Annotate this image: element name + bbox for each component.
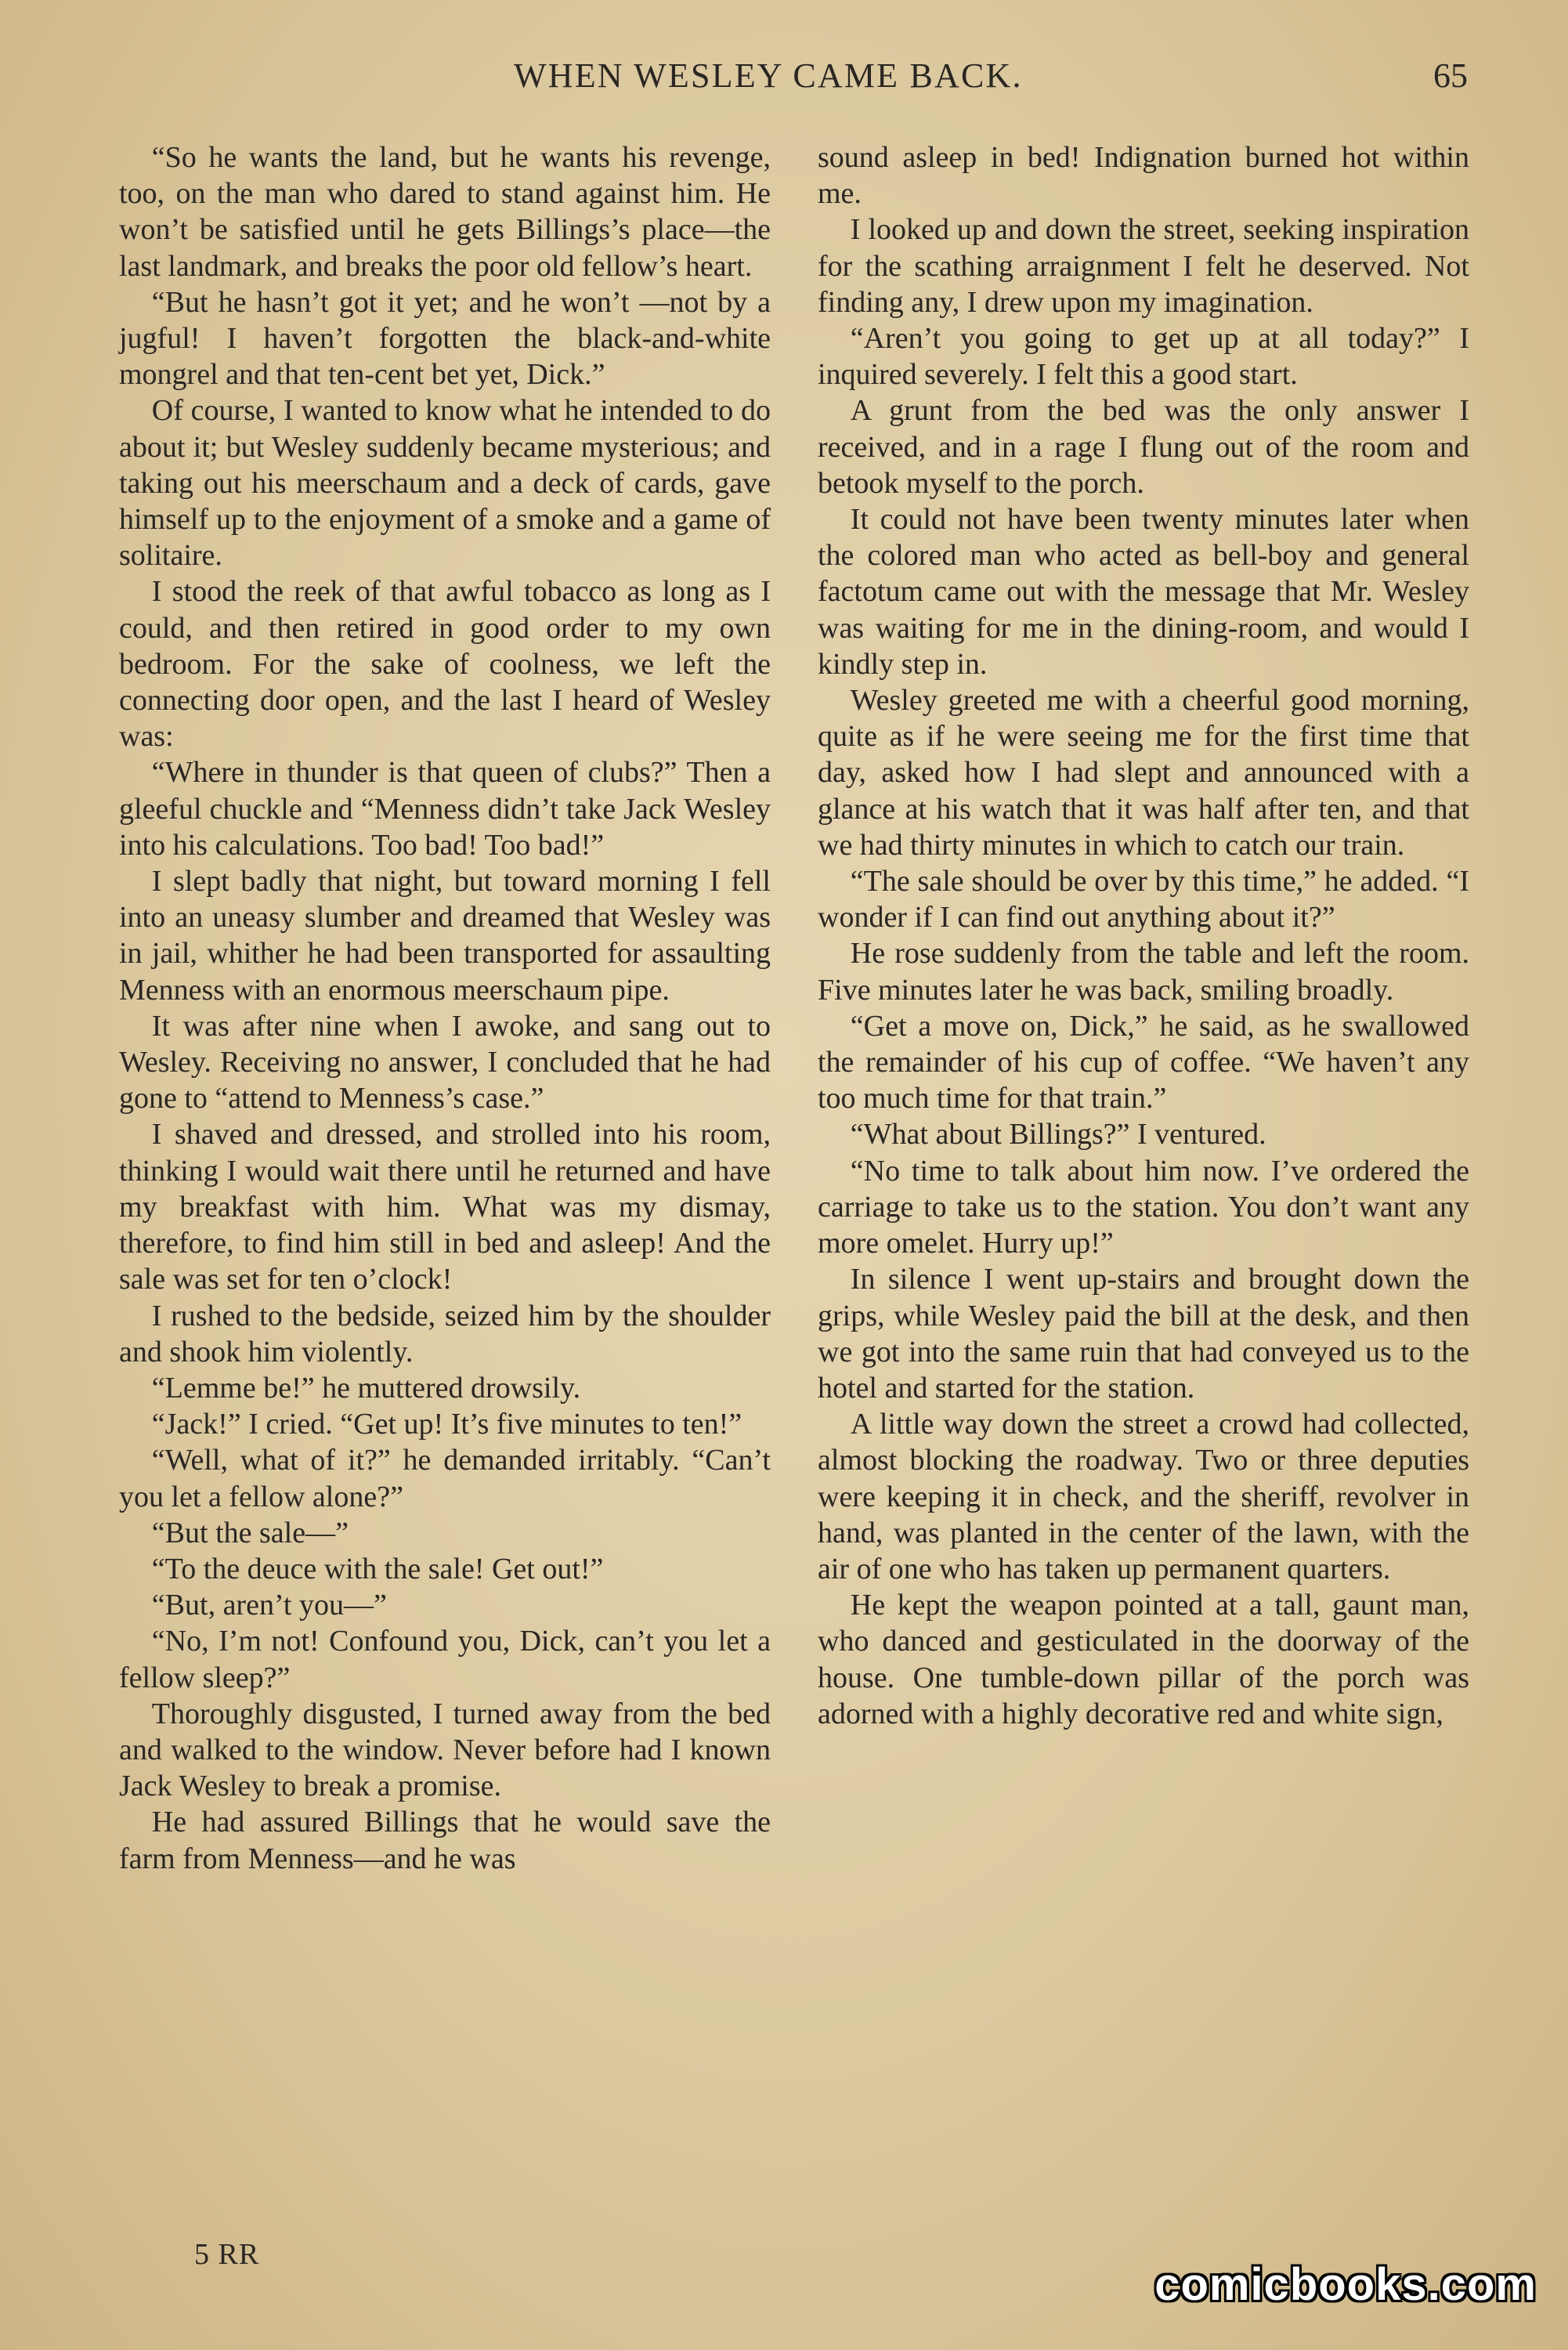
paragraph-continuation: sound asleep in bed! Indignation burned hot within me. — [818, 141, 1469, 211]
paragraph: He rose suddenly from the table and left the room. Five minutes later he was back, smiling broadly. — [818, 937, 1469, 1007]
page-number: 65 — [1433, 56, 1468, 95]
paragraph: “To the deuce with the sale! Get out!” — [151, 1552, 604, 1585]
page-header — [0, 49, 1568, 103]
paragraph: A grunt from the bed was the only answer I received, and in a rage I flung out of the room and betook myself to the porch. — [818, 394, 1469, 500]
running-head: WHEN WESLEY CAME BACK. — [514, 56, 1023, 95]
paragraph: Thoroughly disgusted, I turned away from the bed and walked to the window. Never before had I known Jack Wesley to break a promise. — [119, 1697, 771, 1803]
signature-mark: 5 RR — [194, 2238, 260, 2271]
paragraph: Of course, I wanted to know what he intended to do about it; but Wesley suddenly became mysterious; and taking out his meerschaum and a deck of cards, gave himself up to the enjoyment of a smoke and a game of solitaire. — [119, 394, 771, 573]
site-watermark: comicbooks.com — [1154, 2259, 1537, 2310]
paragraph: “No time to talk about him now. I’ve ordered the carriage to take us to the station. You don’t want any more omelet. Hurry up!” — [818, 1154, 1469, 1260]
paragraph: He had assured Billings that he would save the farm from Menness—and he was — [119, 1806, 771, 1875]
paragraph: In silence I went up-stairs and brought down the grips, while Wesley paid the bill at the desk, and then we got into the same ruin that had conveyed us to the hotel and started for the station. — [818, 1263, 1469, 1405]
paragraph: I slept badly that night, but toward morning I fell into an uneasy slumber and dreamed that Wesley was in jail, whither he had been transported for assaulting Menness with an enormous meerschaum pipe. — [119, 865, 771, 1007]
paragraph: “Aren’t you going to get up at all today?” I inquired severely. I felt this a good start. — [818, 322, 1469, 392]
paragraph: “But he hasn’t got it yet; and he won’t —not by a jugful! I haven’t forgotten the black-and-white mongrel and that ten-cent bet yet, Dick.” — [119, 285, 771, 392]
paragraph: He kept the weapon pointed at a tall, gaunt man, who danced and gesticulated in the doorway of the house. One tumble-down pillar of the porch was adorned with a highly decorative red and white sign, — [818, 1589, 1469, 1730]
paragraph: “The sale should be over by this time,” he added. “I wonder if I can find out anything about it?” — [818, 865, 1469, 935]
paragraph: “So he wants the land, but he wants his revenge, too, on the man who dared to stand against him. He won’t be satisfied until he gets Billings’s place—the last landmark, and breaks the poor old fellow’s heart. — [119, 141, 771, 283]
paragraph: “Where in thunder is that queen of clubs?” Then a gleeful chuckle and “Menness didn’t take Jack Wesley into his calculations. Too bad! Too bad!” — [119, 756, 771, 862]
paragraph: I shaved and dressed, and strolled into his room, thinking I would wait there until he returned and have my breakfast with him. What was my dismay, therefore, to find him still in bed and asleep! And the sale was set for ten o’clock! — [119, 1118, 771, 1296]
right-column — [818, 139, 1469, 1732]
paragraph: “Get a move on, Dick,” he said, as he swallowed the remainder of his cup of coffee. “We haven’t any too much time for that train.” — [818, 1009, 1469, 1115]
paragraph: “But the sale—” — [151, 1516, 349, 1549]
paragraph: It was after nine when I awoke, and sang out to Wesley. Receiving no answer, I concluded that he had gone to “attend to Menness’s case.” — [119, 1009, 771, 1115]
paragraph: “But, aren’t you—” — [151, 1589, 387, 1622]
paragraph: Wesley greeted me with a cheerful good morning, quite as if he were seeing me for the first time that day, asked how I had slept and announced with a glance at his watch that it was half after ten, and that we had thirty minutes in which to catch our train. — [818, 684, 1469, 862]
paragraph: “Well, what of it?” he demanded irritably. “Can’t you let a fellow alone?” — [119, 1444, 771, 1513]
paragraph: “Lemme be!” he muttered drowsily. — [151, 1371, 581, 1405]
paragraph: I stood the reek of that awful tobacco as long as I could, and then retired in good order to my own bedroom. For the sake of coolness, we left the connecting door open, and the last I heard of Wesley was: — [119, 575, 771, 754]
left-column — [119, 139, 771, 1877]
paragraph: It could not have been twenty minutes later when the colored man who acted as bell-boy and general factotum came out with the message that Mr. Wesley was waiting for me in the dining-room, and would I kindly step in. — [818, 503, 1469, 681]
paragraph: “No, I’m not! Confound you, Dick, can’t you let a fellow sleep?” — [119, 1625, 771, 1694]
paragraph: “What about Billings?” I ventured. — [850, 1118, 1266, 1152]
paragraph: I looked up and down the street, seeking inspiration for the scathing arraignment I felt he deserved. Not finding any, I drew upon my imagination. — [818, 213, 1469, 319]
paragraph: “Jack!” I cried. “Get up! It’s five minutes to ten!” — [151, 1408, 742, 1441]
paragraph: I rushed to the bedside, seized him by the shoulder and shook him violently. — [119, 1299, 771, 1368]
paragraph: A little way down the street a crowd had collected, almost blocking the roadway. Two or three deputies were keeping it in check, and the sheriff, revolver in hand, was planted in the center of the lawn, with the air of one who has taken up permanent quarters. — [818, 1408, 1469, 1585]
